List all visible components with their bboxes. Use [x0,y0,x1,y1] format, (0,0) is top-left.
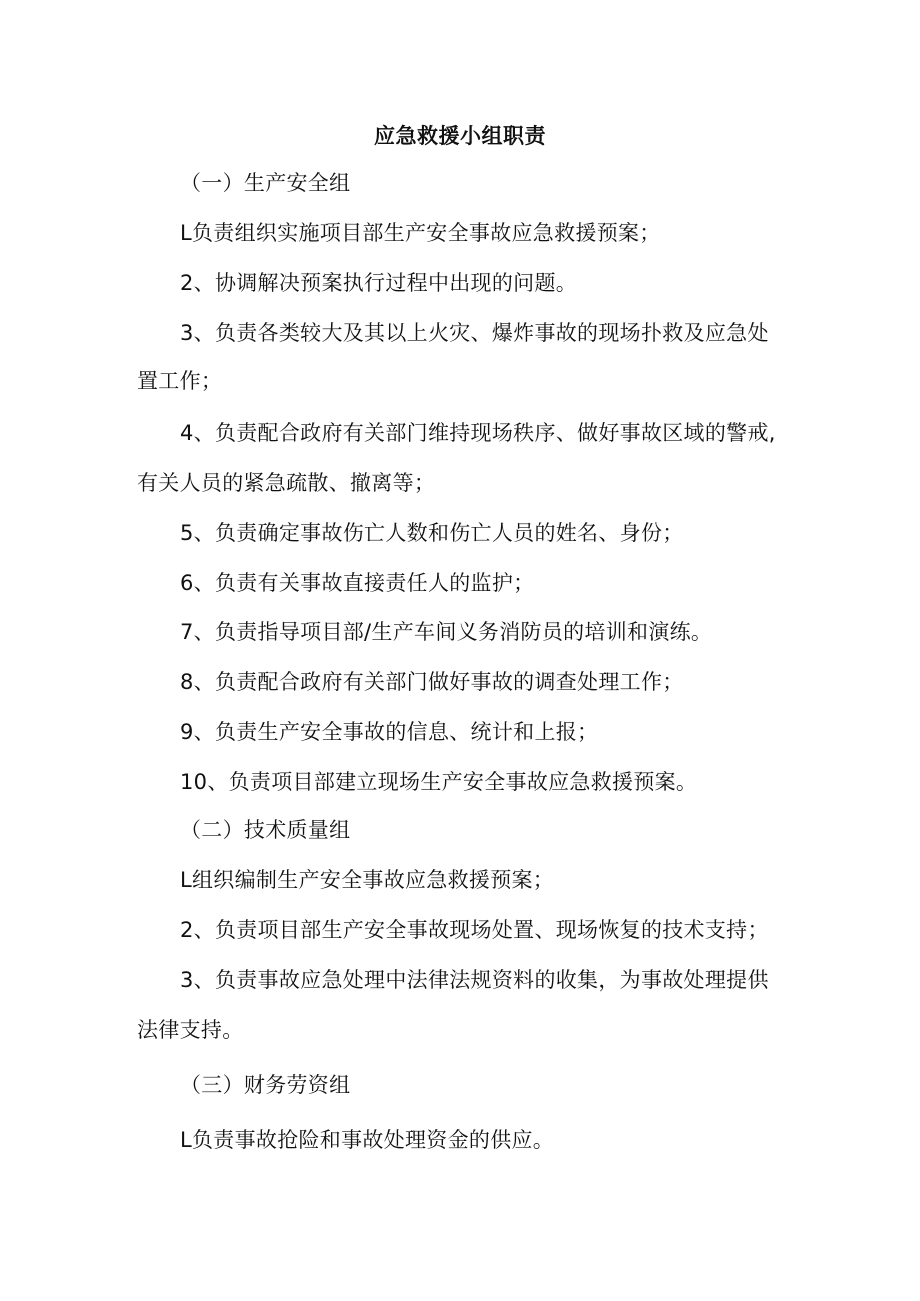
paragraph-line: 7、负责指导项目部/生产车间义务消防员的培训和演练。 [180,620,713,644]
paragraph-line: 10、负责项目部建立现场生产安全事故应急救援预案。 [180,770,698,794]
paragraph-line: L负责事故抢险和事故处理资金的供应。 [180,1128,555,1152]
section-heading-finance-labor: （三）财务劳资组 [180,1073,351,1097]
paragraph-line: 2、负责项目部生产安全事故现场处置、现场恢复的技术支持； [180,918,769,942]
paragraph-line: 5、负责确定事故伤亡人数和伤亡人员的姓名、身份； [180,521,684,545]
paragraph-line-continuation: 置工作； [137,369,223,393]
document-title: 应急救援小组职责 [374,124,546,148]
section-heading-safety: （一）生产安全组 [180,171,351,195]
paragraph-line: 8、负责配合政府有关部门做好事故的调查处理工作； [180,670,684,694]
paragraph-line: L负责组织实施项目部生产安全事故应急救援预案； [180,221,661,245]
paragraph-line-continuation: 有关人员的紧急疏散、撤离等； [137,471,436,495]
paragraph-line: 3、负责事故应急处理中法律法规资料的收集，为事故处理提供 [180,968,769,992]
paragraph-line: 9、负责生产安全事故的信息、统计和上报； [180,720,599,744]
paragraph-line: 4、负责配合政府有关部门维持现场秩序、做好事故区域的警戒, [180,421,776,445]
paragraph-line: L组织编制生产安全事故应急救援预案； [180,868,555,892]
paragraph-line-continuation: 法律支持。 [137,1018,244,1042]
paragraph-line: 3、负责各类较大及其以上火灾、爆炸事故的现场扑救及应急处 [180,321,769,345]
paragraph-line: 2、协调解决预案执行过程中出现的问题。 [180,271,578,295]
paragraph-line: 6、负责有关事故直接责任人的监护； [180,571,535,595]
section-heading-technical-quality: （二）技术质量组 [180,818,351,842]
